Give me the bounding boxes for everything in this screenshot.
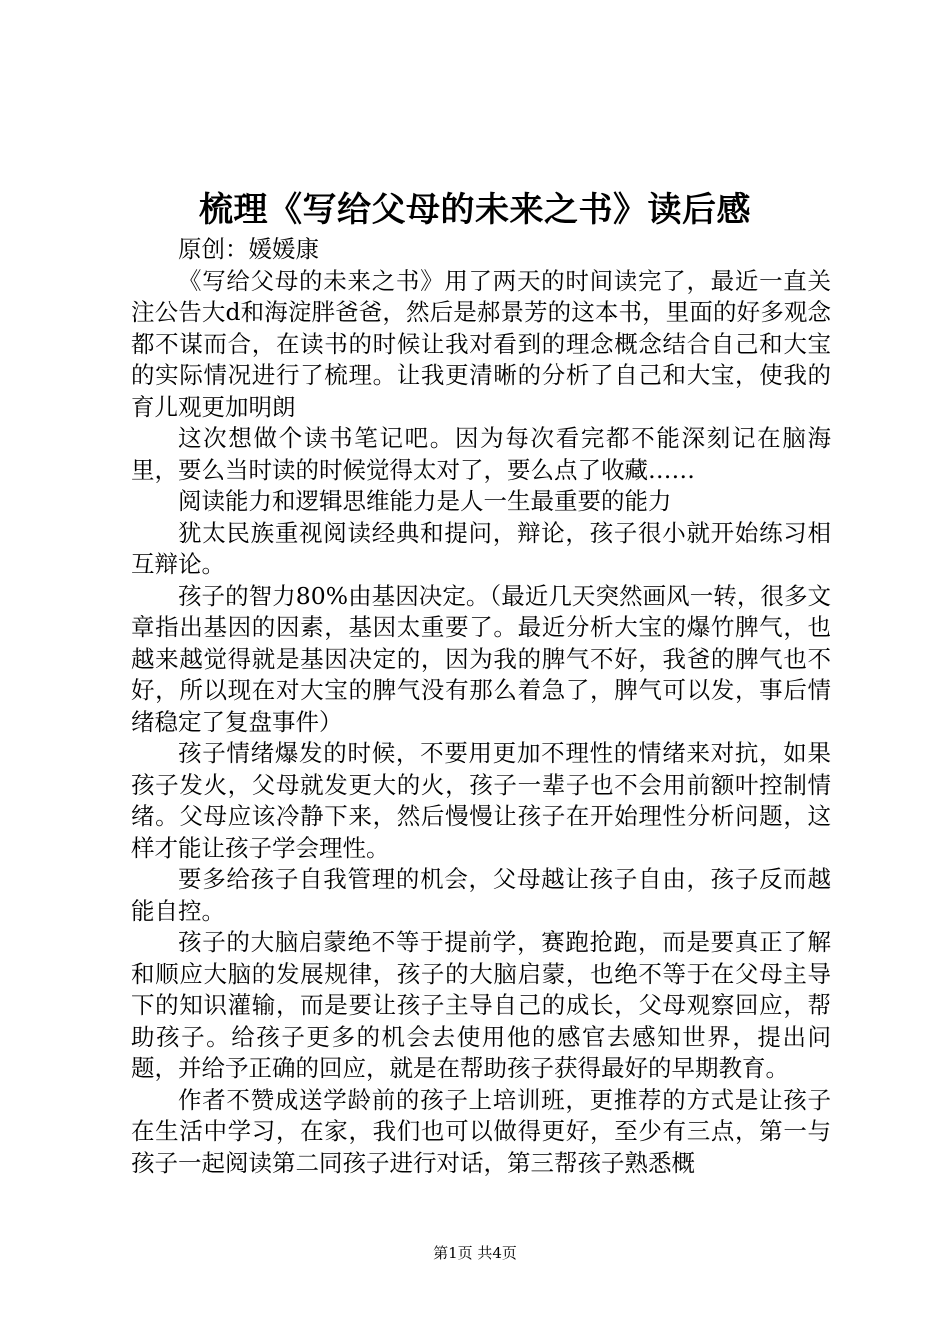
body-paragraph: 《写给父母的未来之书》用了两天的时间读完了，最近一直关注公告大d和海淀胖爸爸，然后是郝景芳的这本书，里面的好多观念都不谋而合，在读书的时候让我对看到的理念概念结合自己和大宝的实际情况进行了梳理。让我更清晰的分析了自己和大宝，使我的育儿观更加明朗 <box>131 266 831 421</box>
body-paragraph: 孩子情绪爆发的时候，不要用更加不理性的情绪来对抗，如果孩子发火，父母就发更大的火，孩子一辈子也不会用前额叶控制情绪。父母应该冷静下来，然后慢慢让孩子在开始理性分析问题，这样才能让孩子学会理性。 <box>131 739 831 862</box>
body-paragraph: 犹太民族重视阅读经典和提问，辩论，孩子很小就开始练习相互辩论。 <box>131 518 831 578</box>
body-paragraph: 这次想做个读书笔记吧。因为每次看完都不能深刻记在脑海里，要么当时读的时候觉得太对了，要么点了收藏…… <box>131 424 831 484</box>
body-paragraph: 阅读能力和逻辑思维能力是人一生最重要的能力 <box>178 487 672 515</box>
body-paragraph: 要多给孩子自我管理的机会，父母越让孩子自由，孩子反而越能自控。 <box>131 865 831 925</box>
document-body <box>131 234 831 1179</box>
page-footer: 第1页 共4页 <box>433 1244 517 1262</box>
author-line: 原创：媛媛康 <box>178 235 319 263</box>
body-paragraph: 孩子的智力80%由基因决定。（最近几天突然画风一转，很多文章指出基因的因素，基因太重要了。最近分析大宝的爆竹脾气，也越来越觉得就是基因决定的，因为我的脾气不好，我爸的脾气也不好，所以现在对大宝的脾气没有那么着急了，脾气可以发，事后情绪稳定了复盘事件） <box>131 581 831 736</box>
body-paragraph: 孩子的大脑启蒙绝不等于提前学，赛跑抢跑，而是要真正了解和顺应大脑的发展规律，孩子的大脑启蒙，也绝不等于在父母主导下的知识灌输，而是要让孩子主导自己的成长，父母观察回应，帮助孩子。给孩子更多的机会去使用他的感官去感知世界，提出问题，并给予正确的回应，就是在帮助孩子获得最好的早期教育。 <box>131 928 831 1082</box>
document-title: 梳理《写给父母的未来之书》读后感 <box>199 190 751 230</box>
body-paragraph: 作者不赞成送学龄前的孩子上培训班，更推荐的方式是让孩子在生活中学习，在家，我们也可以做得更好，至少有三点，第一与孩子一起阅读第二同孩子进行对话，第三帮孩子熟悉概 <box>131 1085 831 1177</box>
